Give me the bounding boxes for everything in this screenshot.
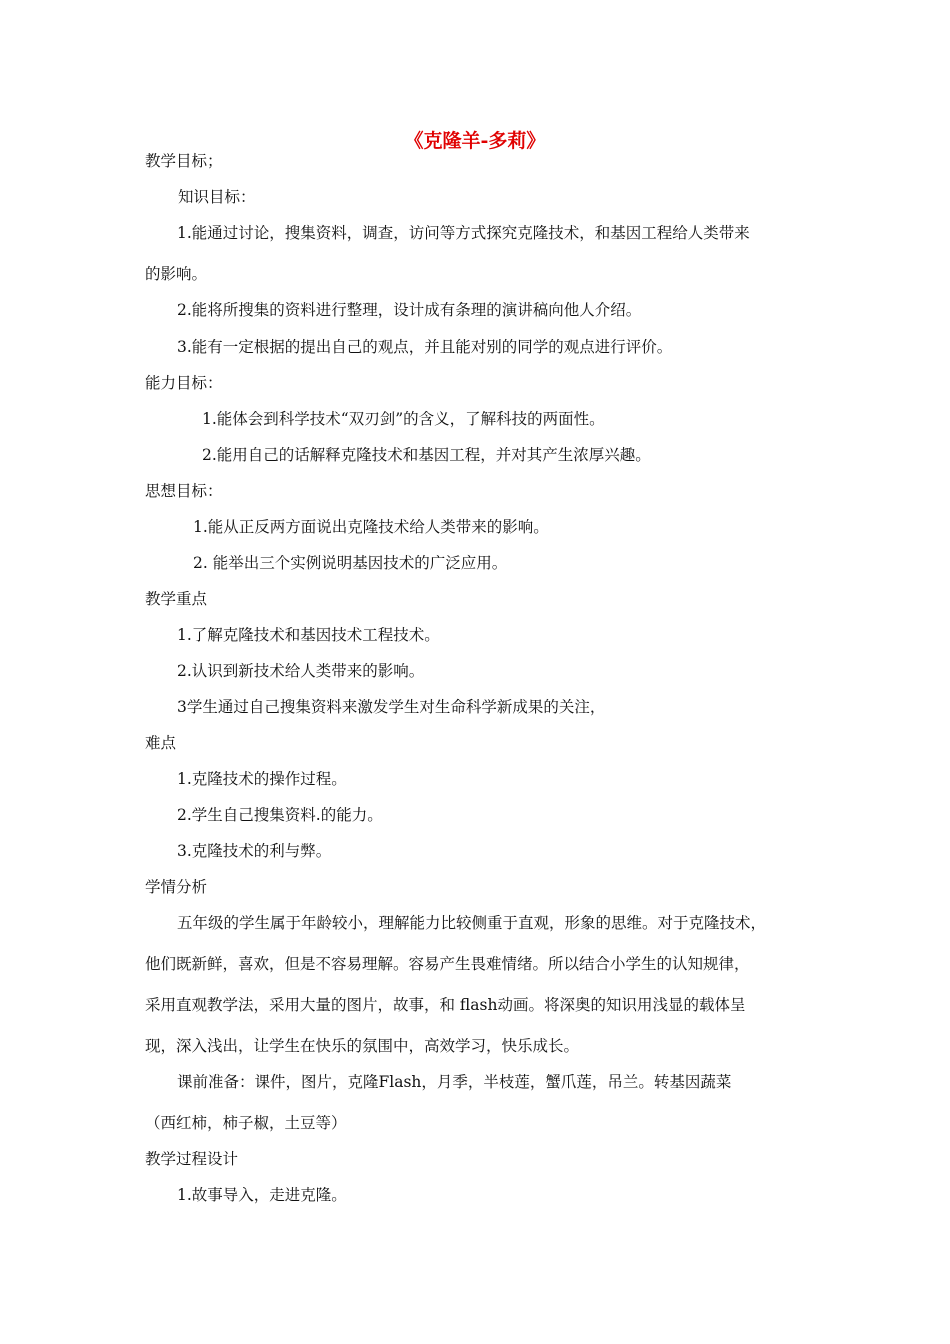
section-heading: 能力目标： [145,374,223,392]
section-heading: 学情分析 [145,878,208,896]
paragraph-line: 2. 能举出三个实例说明基因技术的广泛应用。 [193,554,508,572]
paragraph-line: 2.认识到新技术给人类带来的影响。 [177,662,425,680]
paragraph-line: 1.能通过讨论，搜集资料，调查，访问等方式探究克隆技术，和基因工程给人类带来 [177,224,750,242]
paragraph-line: 现，深入浅出，让学生在快乐的氛围中，高效学习，快乐成长。 [145,1037,580,1055]
paragraph-line: 课前准备：课件，图片，克隆Flash，月季，半枝莲，蟹爪莲，吊兰。转基因蔬菜 [177,1073,732,1091]
paragraph-line: 3.克隆技术的利与弊。 [177,842,332,860]
paragraph-line: 3学生通过自己搜集资料来激发学生对生命科学新成果的关注， [177,698,606,716]
paragraph-line: 1.能从正反两方面说出克隆技术给人类带来的影响。 [193,518,549,536]
document-title: 《克隆羊-多莉》 [404,130,546,152]
paragraph-line: 他们既新鲜，喜欢，但是不容易理解。容易产生畏难情绪。所以结合小学生的认知规律， [145,955,750,973]
section-heading: 教学过程设计 [145,1150,239,1168]
paragraph-line: （西红柿，柿子椒，土豆等） [145,1114,347,1132]
paragraph-line: 采用直观教学法，采用大量的图片，故事，和 flash动画。将深奥的知识用浅显的载体呈 [145,996,746,1014]
section-heading: 教学目标； [145,152,223,170]
paragraph-line: 3.能有一定根据的提出自己的观点，并且能对别的同学的观点进行评价。 [177,338,673,356]
paragraph-line: 的影响。 [145,265,208,283]
paragraph-line: 2.学生自己搜集资料.的能力。 [177,806,383,824]
section-heading: 思想目标： [145,482,223,500]
paragraph-line: 2.能将所搜集的资料进行整理，设计成有条理的演讲稿向他人介绍。 [177,301,642,319]
paragraph-line: 1.克隆技术的操作过程。 [177,770,347,788]
paragraph-line: 1.了解克隆技术和基因技术工程技术。 [177,626,440,644]
section-heading: 教学重点 [145,590,208,608]
paragraph-line: 2.能用自己的话解释克隆技术和基因工程，并对其产生浓厚兴趣。 [202,446,651,464]
paragraph-line: 1.能体会到科学技术“双刃剑”的含义，了解科技的两面性。 [202,410,605,428]
paragraph-line: 五年级的学生属于年龄较小，理解能力比较侧重于直观，形象的思维。对于克隆技术， [177,914,767,932]
section-heading: 难点 [145,734,177,752]
paragraph-line: 1.故事导入，走进克隆。 [177,1186,347,1204]
subsection-heading: 知识目标： [178,188,256,206]
